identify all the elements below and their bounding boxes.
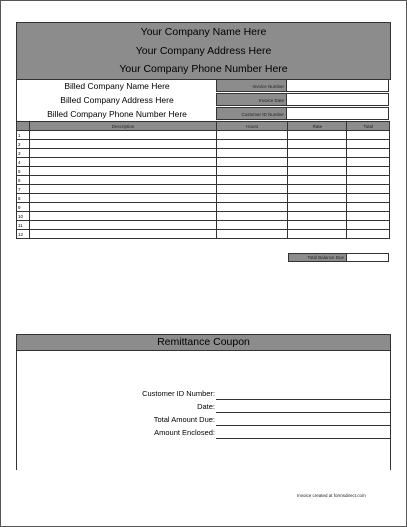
coupon-total-due-field[interactable]: [216, 425, 390, 426]
table-row: [17, 158, 390, 167]
total-cell[interactable]: [347, 203, 390, 212]
rate-cell[interactable]: [288, 176, 347, 185]
remittance-coupon: [16, 334, 391, 470]
row-number: 4: [17, 158, 30, 167]
total-cell[interactable]: [347, 176, 390, 185]
table-row: [17, 176, 390, 185]
row-number: 10: [17, 212, 30, 221]
rate-cell[interactable]: [288, 221, 347, 230]
header-hours: Hours: [217, 122, 288, 131]
company-name: Your Company Name Here: [140, 26, 267, 38]
invoice-number-field[interactable]: [287, 79, 389, 92]
invoice-date-label: Invoice Date: [216, 93, 287, 106]
table-row: [17, 221, 390, 230]
total-balance-row: [288, 253, 389, 262]
hours-cell[interactable]: [217, 194, 288, 203]
description-cell[interactable]: [29, 140, 216, 149]
table-header-row: [17, 122, 390, 131]
hours-cell[interactable]: [217, 212, 288, 221]
hours-cell[interactable]: [217, 158, 288, 167]
coupon-amount-enclosed-field[interactable]: [216, 438, 390, 439]
hours-cell[interactable]: [217, 131, 288, 140]
invoice-date-field[interactable]: [287, 93, 389, 106]
description-cell[interactable]: [29, 149, 216, 158]
rate-cell[interactable]: [288, 230, 347, 239]
coupon-customer-id-field[interactable]: [216, 399, 390, 400]
rate-cell[interactable]: [288, 131, 347, 140]
header-description: Description: [29, 122, 216, 131]
coupon-total-due-row: [17, 414, 390, 426]
table-row: [17, 140, 390, 149]
hours-cell[interactable]: [217, 221, 288, 230]
table-row: [17, 167, 390, 176]
invoice-date-row: [216, 93, 389, 107]
invoice-info-block: [216, 79, 389, 121]
total-cell[interactable]: [347, 167, 390, 176]
total-cell[interactable]: [347, 212, 390, 221]
total-balance-label: Total Balance Due: [288, 253, 347, 262]
customer-id-field[interactable]: [287, 107, 389, 120]
coupon-amount-enclosed-label: Amount Enclosed:: [154, 428, 215, 437]
coupon-amount-enclosed-row: [17, 427, 390, 439]
rate-cell[interactable]: [288, 140, 347, 149]
header-total: Total: [347, 122, 390, 131]
table-row: [17, 230, 390, 239]
billed-to-block: [16, 79, 217, 121]
company-header: [16, 22, 391, 80]
row-number: 3: [17, 149, 30, 158]
rate-cell[interactable]: [288, 149, 347, 158]
rate-cell[interactable]: [288, 158, 347, 167]
total-cell[interactable]: [347, 230, 390, 239]
coupon-date-field[interactable]: [216, 412, 390, 413]
invoice-number-label: Invoice Number: [216, 79, 287, 92]
total-cell[interactable]: [347, 194, 390, 203]
row-number: 5: [17, 167, 30, 176]
footer-credit: Invoice created at formsdirect.com: [297, 493, 366, 498]
rate-cell[interactable]: [288, 185, 347, 194]
rate-cell[interactable]: [288, 212, 347, 221]
row-number: 6: [17, 176, 30, 185]
hours-cell[interactable]: [217, 203, 288, 212]
description-cell[interactable]: [29, 230, 216, 239]
header-number: [17, 122, 30, 131]
rate-cell[interactable]: [288, 167, 347, 176]
row-number: 1: [17, 131, 30, 140]
hours-cell[interactable]: [217, 167, 288, 176]
row-number: 9: [17, 203, 30, 212]
description-cell[interactable]: [29, 203, 216, 212]
line-items-table: [16, 121, 390, 239]
total-cell[interactable]: [347, 185, 390, 194]
coupon-total-due-label: Total Amount Due:: [153, 415, 215, 424]
invoice-number-row: [216, 79, 389, 93]
table-row: [17, 212, 390, 221]
table-row: [17, 203, 390, 212]
description-cell[interactable]: [29, 131, 216, 140]
description-cell[interactable]: [29, 167, 216, 176]
billed-company-address[interactable]: Billed Company Address Here: [60, 95, 174, 105]
table-row: [17, 131, 390, 140]
row-number: 12: [17, 230, 30, 239]
company-address: Your Company Address Here: [135, 44, 272, 57]
table-row: [17, 185, 390, 194]
table-row: [17, 149, 390, 158]
total-cell[interactable]: [347, 158, 390, 167]
hours-cell[interactable]: [217, 140, 288, 149]
total-cell[interactable]: [347, 149, 390, 158]
header-rate: Rate: [288, 122, 347, 131]
total-cell[interactable]: [347, 221, 390, 230]
billed-company-phone[interactable]: Billed Company Phone Number Here: [47, 109, 187, 119]
company-phone: Your Company Phone Number Here: [119, 63, 288, 75]
row-number: 7: [17, 185, 30, 194]
description-cell[interactable]: [29, 176, 216, 185]
total-cell[interactable]: [347, 140, 390, 149]
hours-cell[interactable]: [217, 185, 288, 194]
billed-company-name[interactable]: Billed Company Name Here: [64, 81, 170, 91]
coupon-title: Remittance Coupon: [17, 335, 390, 351]
description-cell[interactable]: [29, 221, 216, 230]
coupon-customer-id-label: Customer ID Number:: [142, 389, 215, 398]
description-cell[interactable]: [29, 212, 216, 221]
description-cell[interactable]: [29, 194, 216, 203]
customer-id-row: [216, 107, 389, 121]
row-number: 2: [17, 140, 30, 149]
coupon-date-label: Date:: [197, 402, 215, 411]
customer-id-label: Customer ID Number: [216, 107, 287, 120]
hours-cell[interactable]: [217, 149, 288, 158]
description-cell[interactable]: [29, 158, 216, 167]
description-cell[interactable]: [29, 185, 216, 194]
coupon-date-row: [17, 401, 390, 413]
hours-cell[interactable]: [217, 176, 288, 185]
row-number: 8: [17, 194, 30, 203]
coupon-customer-id-row: [17, 388, 390, 400]
table-row: [17, 194, 390, 203]
total-balance-field[interactable]: [347, 253, 389, 262]
rate-cell[interactable]: [288, 194, 347, 203]
row-number: 11: [17, 221, 30, 230]
total-cell[interactable]: [347, 131, 390, 140]
hours-cell[interactable]: [217, 230, 288, 239]
rate-cell[interactable]: [288, 203, 347, 212]
